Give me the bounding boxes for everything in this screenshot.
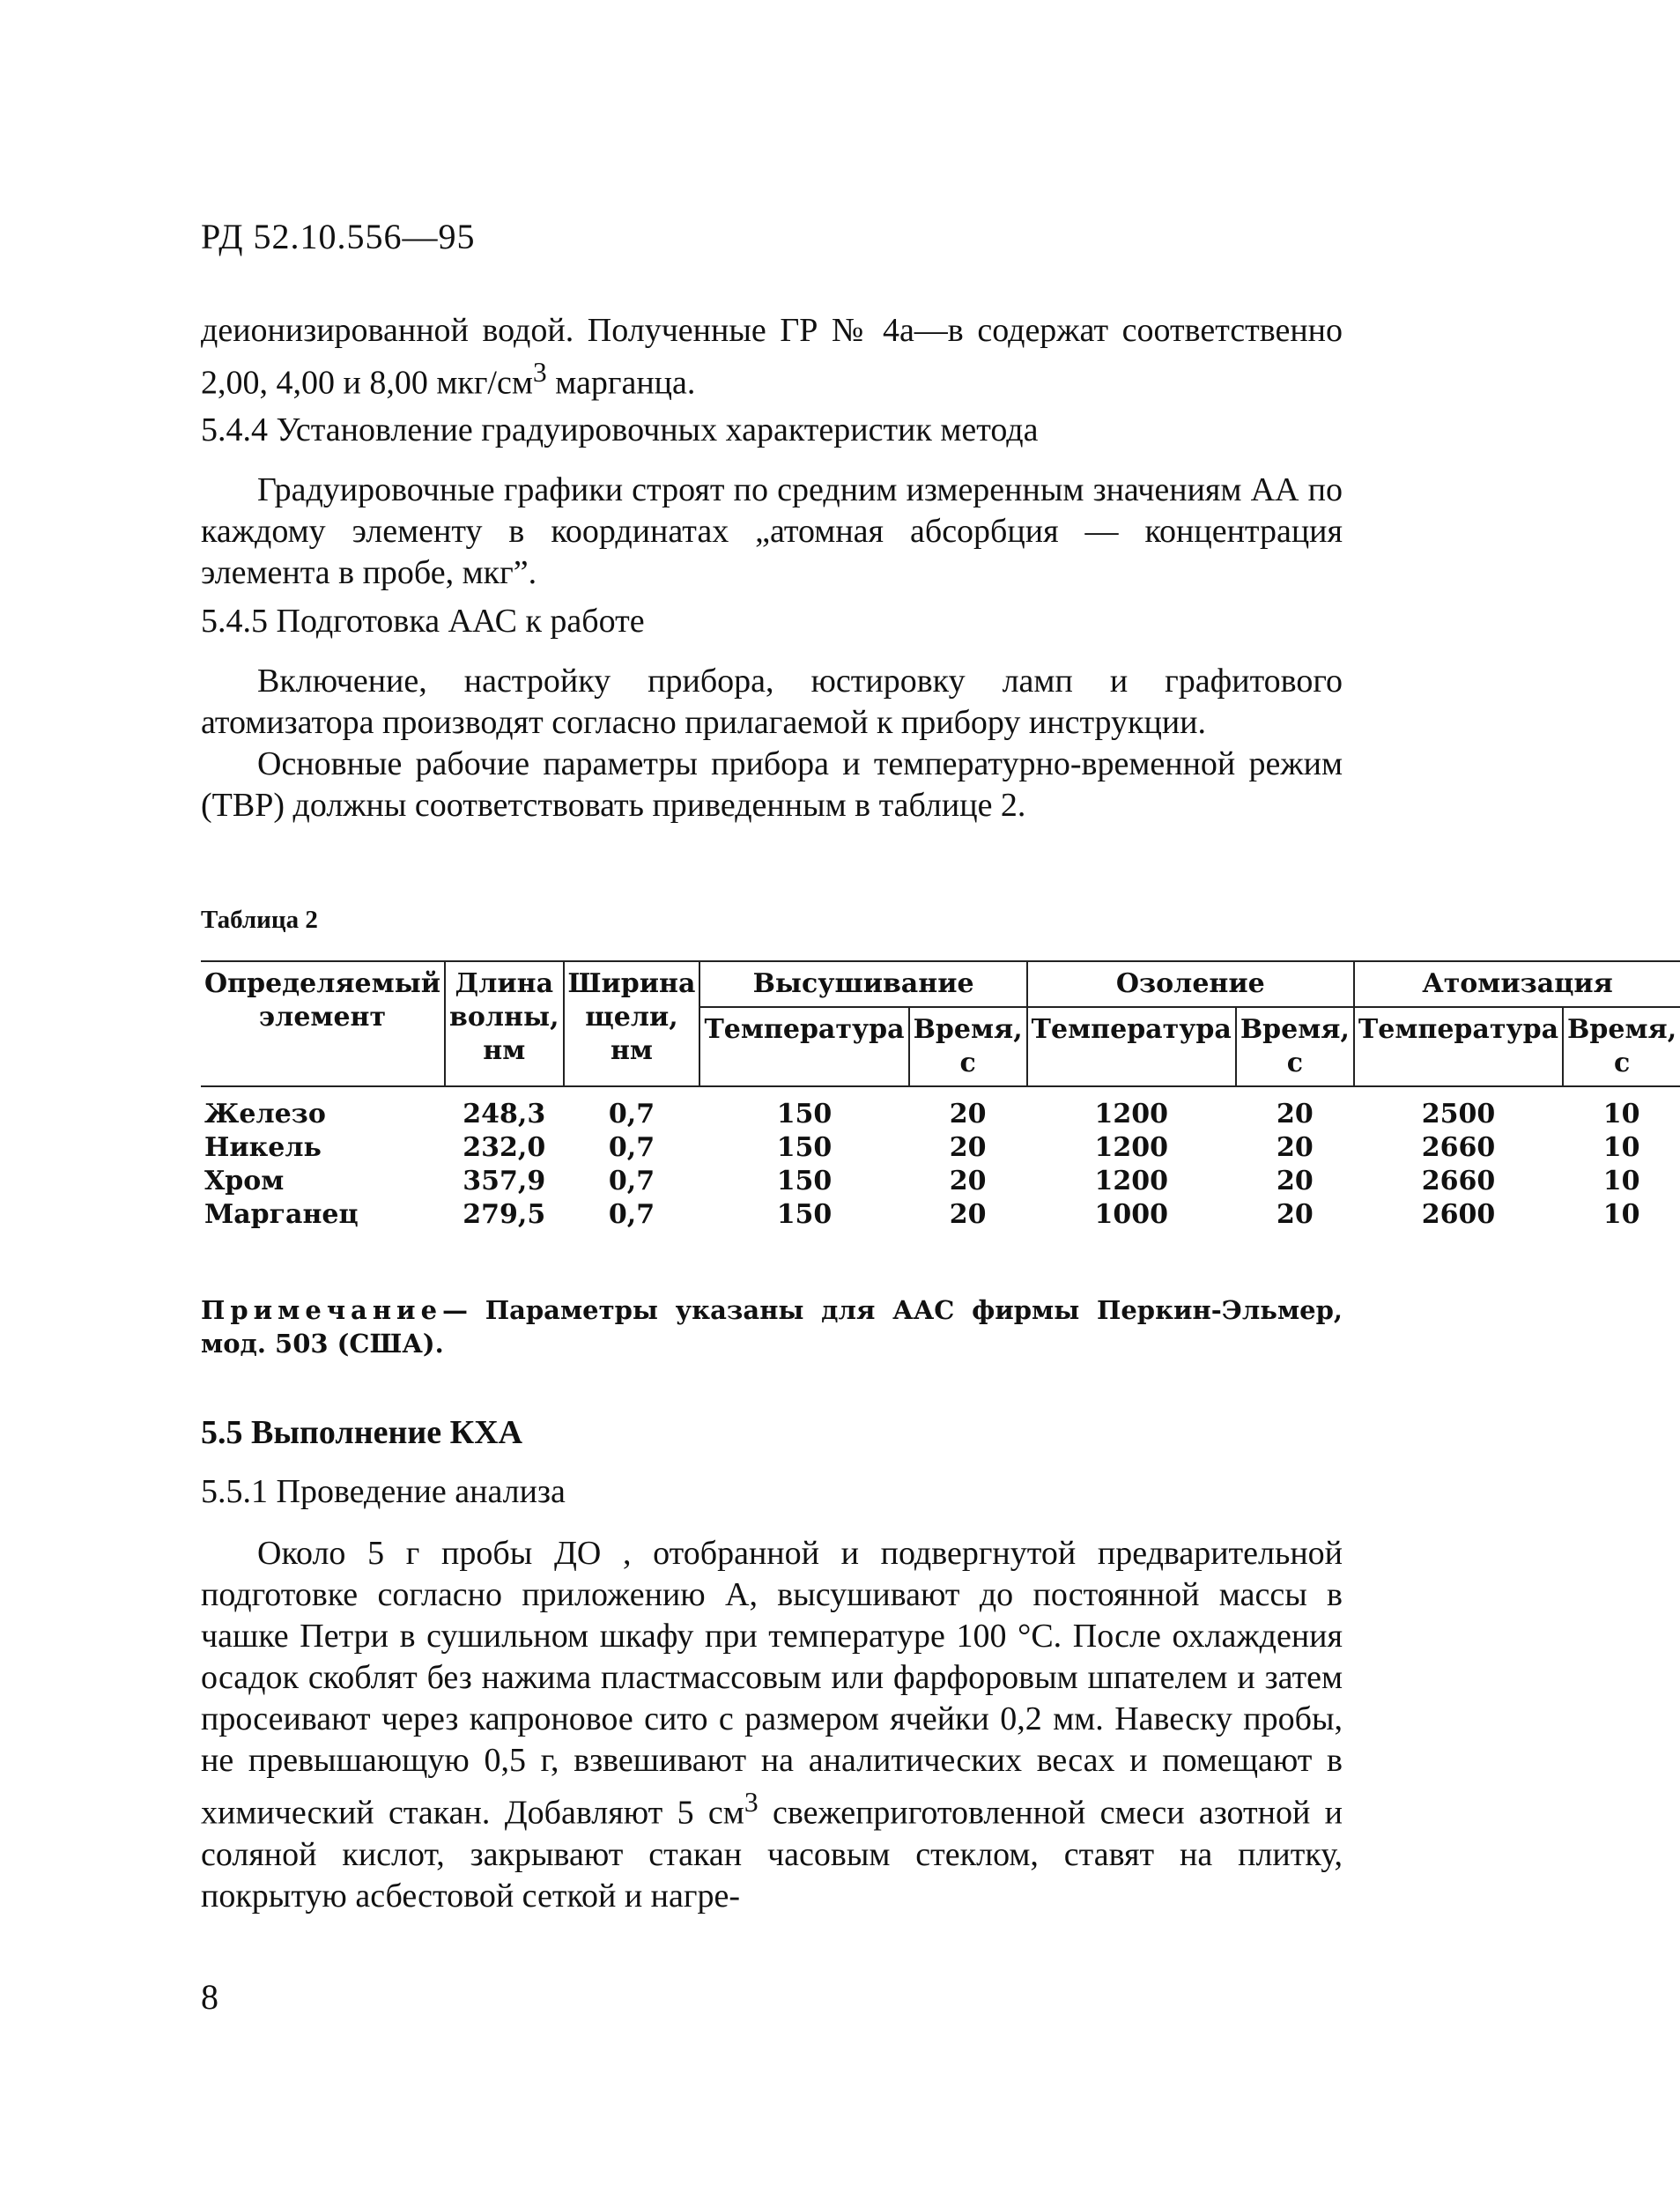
header-time: Время, с [1236,1007,1354,1086]
section-heading-5-4-5: 5.4.5 Подготовка ААС к работе [201,603,645,640]
header-atomization: Атомизация [1354,961,1680,1007]
document-number: РД 52.10.556—95 [201,217,476,256]
cell: 2500 [1421,1099,1496,1130]
cell: 10 [1602,1199,1640,1230]
section-heading-5-5: 5.5 Выполнение КХА [201,1414,523,1451]
header-wavelength: Длина волны, нм [445,961,563,1086]
cell: 20 [1276,1099,1314,1130]
header-time: Время, с [909,1007,1027,1086]
paragraph-text: Включение, настройку прибора, юстировку ламп и графитового атомизатора производят согласно прилагаемой к прибору инструкции. [201,663,1343,741]
superscript: 3 [744,1787,759,1818]
paragraph-text: Градуировочные графики строят по средним измеренным значениям АА по каждому элементу в координатах „атомная абсорбция — концентрация элемента в пробе, мкг”. [201,471,1343,591]
cell-element: Железо [204,1099,326,1130]
superscript: 3 [532,357,547,388]
section-heading-5-4-4: 5.4.4 Установление градуировочных характеристик метода [201,411,1039,448]
paragraph-text-tail: марганца. [546,364,696,402]
paragraph-text: деионизированной водой. Полученные ГР № 4а—в содержат соответственно 2,00, 4,00 и 8,00 мкг/см [201,312,1343,402]
header-ashing: Озоление [1027,961,1354,1007]
cell: 2600 [1421,1199,1496,1230]
cell: 20 [949,1199,987,1230]
cell-element: Марганец [204,1199,359,1230]
cell: 1200 [1094,1166,1168,1196]
paragraph-calibration [201,470,1343,594]
cell: 10 [1602,1132,1640,1163]
table-caption: Таблица 2 [201,906,318,934]
cell: 150 [776,1166,833,1196]
parameters-table [201,960,1680,1232]
table-row [201,1131,1680,1165]
cell: 10 [1602,1099,1640,1130]
cell-element: Никель [204,1132,322,1163]
note-text: — Параметры указаны для ААС фирмы Перкин-Эльмер, мод. 503 (США). [201,1295,1343,1359]
cell: 1200 [1094,1099,1168,1130]
cell-element: Хром [204,1166,285,1196]
header-drying: Высушивание [699,961,1026,1007]
paragraph-text-tail: свежеприготовленной смеси азотной и соляной кислот, закрывают стакан часовым стеклом, ставят на плитку, покрытую асбестовой сеткой и нагре- [201,1794,1343,1915]
header-temperature: Температура [1354,1007,1563,1086]
header-slit: Ширина щели, нм [564,961,700,1086]
section-heading-5-5-1: 5.5.1 Проведение анализа [201,1473,566,1510]
cell: 20 [949,1132,987,1163]
page-number: 8 [201,1977,218,2017]
header-temperature: Температура [699,1007,908,1086]
cell: 150 [776,1199,833,1230]
cell: 20 [949,1166,987,1196]
header-element: Определяемый элемент [201,961,445,1086]
cell: 232,0 [463,1132,546,1163]
paragraph-analysis [201,1533,1343,1917]
cell: 150 [776,1132,833,1163]
table-row [201,1165,1680,1198]
cell: 0,7 [608,1132,655,1163]
cell: 1000 [1094,1199,1168,1230]
cell: 150 [776,1099,833,1130]
header-temperature: Температура [1027,1007,1236,1086]
cell: 20 [1276,1166,1314,1196]
paragraph-gr4a [201,310,1343,404]
paragraph-text: Около 5 г пробы ДО , отобранной и подвергнутой предварительной подготовке согласно приложению А, высушивают до постоянной массы в чашке Петри в сушильном шкафу при температуре 100 °С. После охлаждения осадок скоблят без нажима пластмассовым или фарфоровым шпателем и затем просеивают через капроновое сито с размером ячейки 0,2 мм. Навеску пробы, не превышающую 0,5 г, взвешивают на аналитических весах и помещают в химический стакан. Добавляют 5 см [201,1535,1343,1832]
paragraph-aas-setup [201,661,1343,826]
cell: 248,3 [463,1099,546,1130]
cell: 20 [949,1099,987,1130]
cell: 0,7 [608,1199,655,1230]
cell: 20 [1276,1199,1314,1230]
cell: 0,7 [608,1166,655,1196]
table-row [201,1086,1680,1131]
note-label: Примечание [201,1295,443,1325]
cell: 10 [1602,1166,1640,1196]
paragraph-text: Основные рабочие параметры прибора и температурно-временной режим (ТВР) должны соответствовать приведенным в таблице 2. [201,745,1343,824]
cell: 0,7 [608,1099,655,1130]
cell: 20 [1276,1132,1314,1163]
table-row [201,1198,1680,1232]
header-time: Время, с [1563,1007,1680,1086]
cell: 2660 [1421,1166,1496,1196]
cell: 279,5 [463,1199,546,1230]
cell: 357,9 [463,1166,546,1196]
table-note [201,1293,1343,1360]
cell: 2660 [1421,1132,1496,1163]
cell: 1200 [1094,1132,1168,1163]
